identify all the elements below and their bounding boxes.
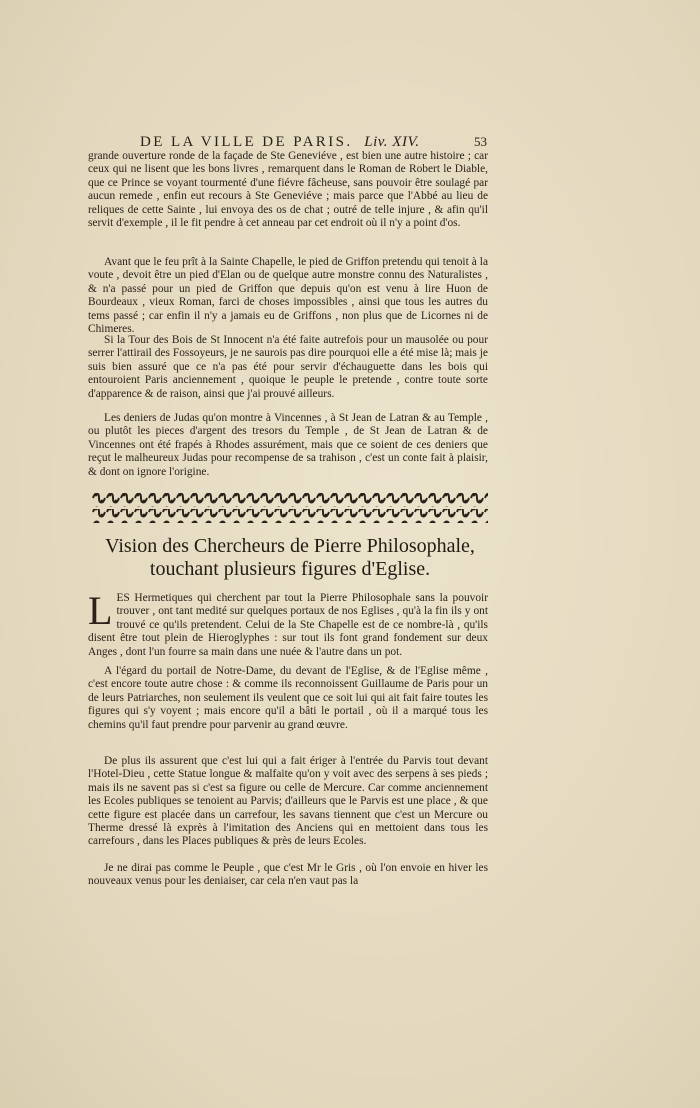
- paragraph-text: A l'égard du portail de Notre-Dame, du devant de l'Eglise, & de l'Eglise même , c'est encore toute autre chose : & comme ils reconnoissent Guillaume de Paris pour un de leurs Patriarches, non seulement ils veulent que ce soit lui qui ait fait faire toutes les figures qui s'y voyent ; mais encore qu'il a bâti le portail , où il a marqué tous les chemins qu'il faut prendre pour parvenir au grand œuvre.: [88, 665, 488, 731]
- paragraph-7: [88, 755, 488, 849]
- paragraph-1: [88, 150, 488, 230]
- running-header-title: DE LA VILLE DE PARIS.: [140, 134, 353, 150]
- section-heading-line-2: touchant plusieurs figures d'Eglise.: [149, 558, 431, 580]
- paragraph-text: Avant que le feu prît à la Sainte Chapelle, le pied de Griffon pretendu qui tenoit à la voute , devoit être un pied d'Elan ou de quelque autre monstre connu des Naturalistes , & n'a passé pour un pied de Griffon que depuis qu'on est venu à lire Huon de Bourdeaux , vieux Roman, farci de choses impossibles , ainsi que tous les autres du tems passé ; car enfin il n'y a jamais eu de Griffons , non plus que de Licornes ni de Chimeres.: [88, 256, 488, 336]
- paragraph-text: Je ne dirai pas comme le Peuple , que c'est Mr le Gris , où l'on envoie en hiver les nouveaux venus pour les deniaiser, car cela n'en vaut pas la: [88, 862, 488, 888]
- paragraph-5: [88, 588, 488, 659]
- paragraph-2: [88, 256, 488, 336]
- paragraph-4: [88, 412, 488, 479]
- section-heading: [88, 535, 492, 581]
- paragraph-text: Les deniers de Judas qu'on montre à Vincennes , à St Jean de Latran & au Temple , ou plutôt les pieces d'argent des tresors du Temple , de St Jean de Latran & de Vincennes ont été frapés à Rhodes assurément, mais que ce soient de ces deniers que reçut le malheureux Judas pour recompense de sa trahison , c'est un conte fait à plaisir, & dont on ignore l'origine.: [88, 412, 488, 478]
- paragraph-text: grande ouverture ronde de la façade de Ste Geneviéve , est bien une autre histoire ; car ceux qui ne lisent que les bons livres , remarquent dans le Roman de Robert le Diable, que ce Prince se voyant tourmenté d'une fiévre fâcheuse, sans pouvoir être soulagé par aucun remede , enfin eut recours à Ste Geneviéve ; mais parce que l'Abbé au lieu de reliques de cette Sainte , lui envoya des os de chat ; outré de telle injure , & afin qu'il servit d'exemple , il le fit pendre à cet anneau par cet endroit où il n'y a point d'os.: [88, 150, 488, 230]
- paragraph-text: De plus ils assurent que c'est lui qui a fait ériger à l'entrée du Parvis tout devant l'Hotel-Dieu , cette Statue longue & malfaite qu'on y voit avec des serpens à ses pieds ; mais ils ne savent pas si c'est sa figure ou celle de Mercure. Car comme anciennement les Ecoles publiques se tenoient au Parvis; d'ailleurs que le Parvis est une place , & que cette figure est placée dans un carrefour, les savans tiennent que c'est un Mercure ou Therme dressé là exprès à l'imitation des Anciens qui en mettoient dans tous les carrefours , dans les Places publiques & près de leurs Ecoles.: [88, 755, 488, 848]
- paragraph-3: [88, 334, 488, 401]
- paragraph-text: Si la Tour des Bois de St Innocent n'a été faite autrefois pour un mausolée ou pour serrer l'attirail des Fossoyeurs, je ne saurois pas dire pourquoi elle a été mise là; mais je suis bien assuré que ce n'a pas été pour servir d'échauguette dans les bois qui entouroient Paris anciennement , quoique le peuple le pretende , contre toute sorte d'apparence & de raison, ainsi que j'ai prouvé ailleurs.: [88, 334, 488, 400]
- section-heading-line-1: Vision des Chercheurs de Pierre Philosophale,: [105, 535, 475, 557]
- paragraph-text: ES Hermetiques qui cherchent par tout la Pierre Philosophale sans la pouvoir trouver , ont tant medité sur quelques portaux de nos Eglises , qu'à la fin ils y ont trouvé ce qu'ils pretendent. Celui de la Ste Chapelle est de ce nombre-là , qu'ils disent être tout plein de Hieroglyphes : sur tout ils font grand fondement sur deux Anges , dont l'un fourre sa main dans une nuée & l'autre dans un pot.: [88, 592, 488, 658]
- paragraph-8: [88, 862, 488, 889]
- running-header-book: Liv. XIV.: [364, 134, 420, 150]
- page-number: 53: [474, 134, 487, 149]
- drop-cap: L: [88, 588, 113, 633]
- ornamental-band: [92, 491, 488, 525]
- paragraph-6: [88, 665, 488, 732]
